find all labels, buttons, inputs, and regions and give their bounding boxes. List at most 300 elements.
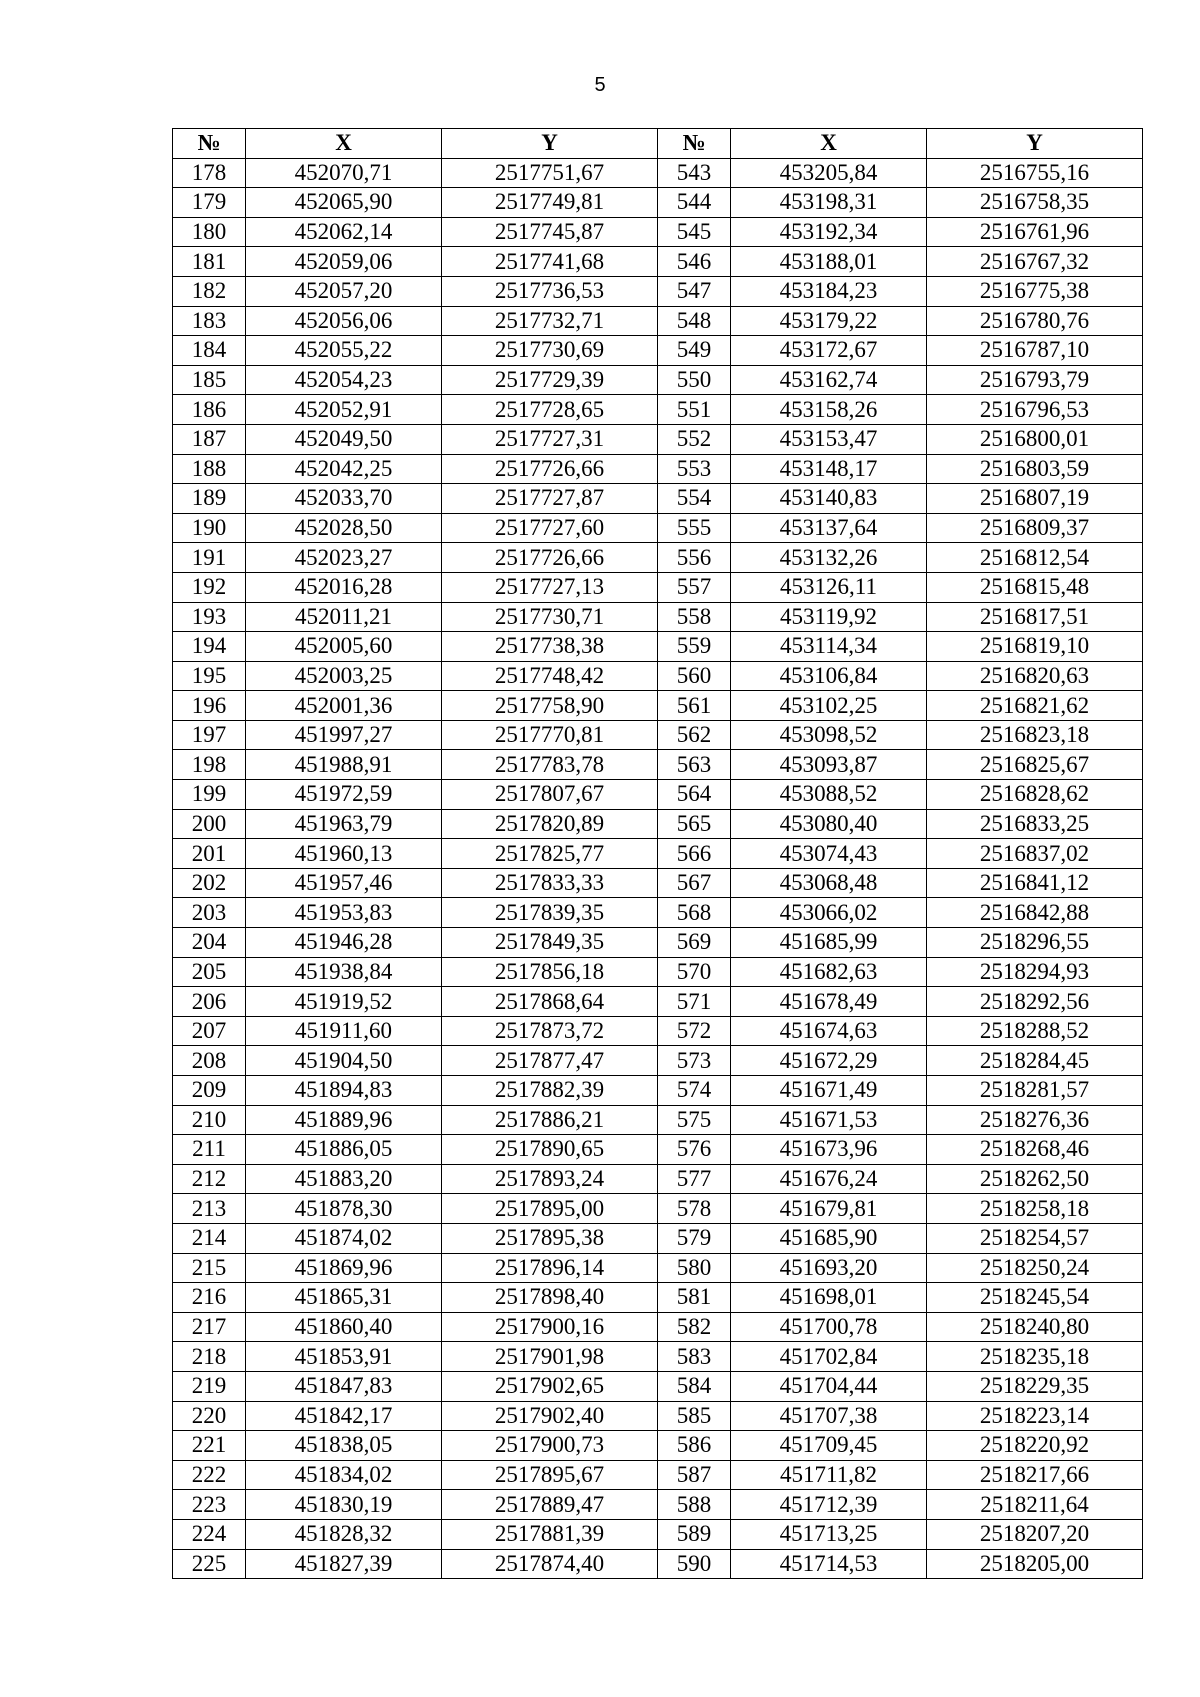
y-right-cell: 2516775,38 bbox=[927, 276, 1143, 306]
point-number-right-cell: 548 bbox=[658, 306, 731, 336]
table-row bbox=[173, 780, 1143, 810]
x-left-cell: 451830,19 bbox=[246, 1490, 442, 1520]
x-left-cell: 451957,46 bbox=[246, 868, 442, 898]
y-left-cell: 2517901,98 bbox=[442, 1342, 658, 1372]
x-right-cell: 451679,81 bbox=[731, 1194, 927, 1224]
y-left-cell: 2517898,40 bbox=[442, 1283, 658, 1313]
point-number-right-cell: 583 bbox=[658, 1342, 731, 1372]
point-number-left-cell: 185 bbox=[173, 365, 246, 395]
point-number-left-cell: 195 bbox=[173, 661, 246, 691]
y-right-cell: 2516793,79 bbox=[927, 365, 1143, 395]
y-right-cell: 2516825,67 bbox=[927, 750, 1143, 780]
table-row bbox=[173, 1431, 1143, 1461]
table-row bbox=[173, 1164, 1143, 1194]
y-right-cell: 2518276,36 bbox=[927, 1105, 1143, 1135]
x-left-cell: 451946,28 bbox=[246, 928, 442, 958]
point-number-right-cell: 569 bbox=[658, 928, 731, 958]
x-right-cell: 451672,29 bbox=[731, 1046, 927, 1076]
x-left-cell: 452011,21 bbox=[246, 602, 442, 632]
point-number-right-cell: 564 bbox=[658, 780, 731, 810]
point-number-right-cell: 573 bbox=[658, 1046, 731, 1076]
y-right-cell: 2518207,20 bbox=[927, 1519, 1143, 1549]
x-left-cell: 452062,14 bbox=[246, 217, 442, 247]
table-row bbox=[173, 454, 1143, 484]
point-number-left-cell: 194 bbox=[173, 632, 246, 662]
point-number-right-cell: 557 bbox=[658, 572, 731, 602]
point-number-right-cell: 584 bbox=[658, 1371, 731, 1401]
x-right-cell: 451709,45 bbox=[731, 1431, 927, 1461]
x-left-cell: 452049,50 bbox=[246, 424, 442, 454]
y-left-cell: 2517749,81 bbox=[442, 188, 658, 218]
x-right-cell: 451673,96 bbox=[731, 1135, 927, 1165]
y-left-cell: 2517902,40 bbox=[442, 1401, 658, 1431]
point-number-left-cell: 191 bbox=[173, 543, 246, 573]
point-number-right-cell: 577 bbox=[658, 1164, 731, 1194]
point-number-left-cell: 212 bbox=[173, 1164, 246, 1194]
y-right-cell: 2518205,00 bbox=[927, 1549, 1143, 1579]
y-left-cell: 2517895,00 bbox=[442, 1194, 658, 1224]
y-left-cell: 2517727,60 bbox=[442, 513, 658, 543]
x-left-cell: 451838,05 bbox=[246, 1431, 442, 1461]
y-right-cell: 2516803,59 bbox=[927, 454, 1143, 484]
point-number-left-cell: 187 bbox=[173, 424, 246, 454]
point-number-right-cell: 587 bbox=[658, 1460, 731, 1490]
y-left-cell: 2517729,39 bbox=[442, 365, 658, 395]
y-left-cell: 2517900,16 bbox=[442, 1312, 658, 1342]
header-y-right: Y bbox=[927, 129, 1143, 159]
point-number-left-cell: 183 bbox=[173, 306, 246, 336]
table-row bbox=[173, 1460, 1143, 1490]
x-left-cell: 452042,25 bbox=[246, 454, 442, 484]
x-right-cell: 453192,34 bbox=[731, 217, 927, 247]
y-left-cell: 2517807,67 bbox=[442, 780, 658, 810]
y-left-cell: 2517839,35 bbox=[442, 898, 658, 928]
x-right-cell: 451712,39 bbox=[731, 1490, 927, 1520]
point-number-right-cell: 549 bbox=[658, 336, 731, 366]
y-right-cell: 2516823,18 bbox=[927, 720, 1143, 750]
y-left-cell: 2517889,47 bbox=[442, 1490, 658, 1520]
x-left-cell: 451878,30 bbox=[246, 1194, 442, 1224]
x-right-cell: 451704,44 bbox=[731, 1371, 927, 1401]
table-row bbox=[173, 898, 1143, 928]
y-left-cell: 2517877,47 bbox=[442, 1046, 658, 1076]
table-row bbox=[173, 1253, 1143, 1283]
y-left-cell: 2517825,77 bbox=[442, 839, 658, 869]
table-row bbox=[173, 632, 1143, 662]
y-left-cell: 2517902,65 bbox=[442, 1371, 658, 1401]
table-row bbox=[173, 365, 1143, 395]
x-right-cell: 451700,78 bbox=[731, 1312, 927, 1342]
y-left-cell: 2517895,67 bbox=[442, 1460, 658, 1490]
y-left-cell: 2517856,18 bbox=[442, 957, 658, 987]
y-right-cell: 2518254,57 bbox=[927, 1223, 1143, 1253]
y-right-cell: 2516787,10 bbox=[927, 336, 1143, 366]
point-number-right-cell: 566 bbox=[658, 839, 731, 869]
y-left-cell: 2517783,78 bbox=[442, 750, 658, 780]
x-right-cell: 453184,23 bbox=[731, 276, 927, 306]
x-right-cell: 453158,26 bbox=[731, 395, 927, 425]
y-left-cell: 2517730,69 bbox=[442, 336, 658, 366]
table-header-row bbox=[173, 129, 1143, 159]
x-left-cell: 451874,02 bbox=[246, 1223, 442, 1253]
point-number-left-cell: 216 bbox=[173, 1283, 246, 1313]
y-left-cell: 2517874,40 bbox=[442, 1549, 658, 1579]
table-row bbox=[173, 217, 1143, 247]
y-right-cell: 2516800,01 bbox=[927, 424, 1143, 454]
y-right-cell: 2518250,24 bbox=[927, 1253, 1143, 1283]
point-number-right-cell: 576 bbox=[658, 1135, 731, 1165]
x-right-cell: 451685,90 bbox=[731, 1223, 927, 1253]
x-left-cell: 451938,84 bbox=[246, 957, 442, 987]
point-number-left-cell: 219 bbox=[173, 1371, 246, 1401]
point-number-right-cell: 550 bbox=[658, 365, 731, 395]
y-left-cell: 2517727,13 bbox=[442, 572, 658, 602]
y-left-cell: 2517770,81 bbox=[442, 720, 658, 750]
table-row bbox=[173, 572, 1143, 602]
y-right-cell: 2516842,88 bbox=[927, 898, 1143, 928]
x-left-cell: 451865,31 bbox=[246, 1283, 442, 1313]
point-number-right-cell: 580 bbox=[658, 1253, 731, 1283]
header-number-right: № bbox=[658, 129, 731, 159]
header-number-left: № bbox=[173, 129, 246, 159]
y-right-cell: 2516796,53 bbox=[927, 395, 1143, 425]
x-right-cell: 451714,53 bbox=[731, 1549, 927, 1579]
point-number-right-cell: 589 bbox=[658, 1519, 731, 1549]
x-left-cell: 452023,27 bbox=[246, 543, 442, 573]
x-left-cell: 452028,50 bbox=[246, 513, 442, 543]
x-right-cell: 453098,52 bbox=[731, 720, 927, 750]
y-right-cell: 2518235,18 bbox=[927, 1342, 1143, 1372]
x-right-cell: 451671,53 bbox=[731, 1105, 927, 1135]
point-number-left-cell: 209 bbox=[173, 1076, 246, 1106]
point-number-right-cell: 582 bbox=[658, 1312, 731, 1342]
x-right-cell: 453188,01 bbox=[731, 247, 927, 277]
x-right-cell: 453198,31 bbox=[731, 188, 927, 218]
table-row bbox=[173, 661, 1143, 691]
point-number-right-cell: 567 bbox=[658, 868, 731, 898]
x-left-cell: 451953,83 bbox=[246, 898, 442, 928]
x-right-cell: 453137,64 bbox=[731, 513, 927, 543]
x-right-cell: 453093,87 bbox=[731, 750, 927, 780]
point-number-right-cell: 545 bbox=[658, 217, 731, 247]
point-number-right-cell: 543 bbox=[658, 158, 731, 188]
y-left-cell: 2517758,90 bbox=[442, 691, 658, 721]
point-number-right-cell: 544 bbox=[658, 188, 731, 218]
table-row bbox=[173, 868, 1143, 898]
x-right-cell: 451707,38 bbox=[731, 1401, 927, 1431]
y-right-cell: 2516780,76 bbox=[927, 306, 1143, 336]
table-row bbox=[173, 158, 1143, 188]
point-number-left-cell: 220 bbox=[173, 1401, 246, 1431]
x-right-cell: 453102,25 bbox=[731, 691, 927, 721]
point-number-left-cell: 199 bbox=[173, 780, 246, 810]
x-right-cell: 453106,84 bbox=[731, 661, 927, 691]
y-right-cell: 2518292,56 bbox=[927, 987, 1143, 1017]
x-left-cell: 452033,70 bbox=[246, 484, 442, 514]
point-number-right-cell: 563 bbox=[658, 750, 731, 780]
x-left-cell: 451997,27 bbox=[246, 720, 442, 750]
x-left-cell: 451894,83 bbox=[246, 1076, 442, 1106]
y-left-cell: 2517833,33 bbox=[442, 868, 658, 898]
table-row bbox=[173, 1194, 1143, 1224]
point-number-left-cell: 222 bbox=[173, 1460, 246, 1490]
table-row bbox=[173, 1342, 1143, 1372]
x-right-cell: 453172,67 bbox=[731, 336, 927, 366]
x-left-cell: 451860,40 bbox=[246, 1312, 442, 1342]
point-number-left-cell: 225 bbox=[173, 1549, 246, 1579]
table-row bbox=[173, 809, 1143, 839]
point-number-left-cell: 190 bbox=[173, 513, 246, 543]
y-right-cell: 2518211,64 bbox=[927, 1490, 1143, 1520]
y-left-cell: 2517727,31 bbox=[442, 424, 658, 454]
table-row bbox=[173, 1490, 1143, 1520]
y-right-cell: 2516761,96 bbox=[927, 217, 1143, 247]
y-right-cell: 2518240,80 bbox=[927, 1312, 1143, 1342]
y-right-cell: 2516828,62 bbox=[927, 780, 1143, 810]
x-left-cell: 451960,13 bbox=[246, 839, 442, 869]
table-row bbox=[173, 839, 1143, 869]
point-number-right-cell: 551 bbox=[658, 395, 731, 425]
x-right-cell: 453119,92 bbox=[731, 602, 927, 632]
y-right-cell: 2518262,50 bbox=[927, 1164, 1143, 1194]
point-number-right-cell: 554 bbox=[658, 484, 731, 514]
point-number-left-cell: 180 bbox=[173, 217, 246, 247]
x-left-cell: 451972,59 bbox=[246, 780, 442, 810]
point-number-right-cell: 570 bbox=[658, 957, 731, 987]
y-left-cell: 2517751,67 bbox=[442, 158, 658, 188]
x-right-cell: 453162,74 bbox=[731, 365, 927, 395]
y-right-cell: 2518296,55 bbox=[927, 928, 1143, 958]
y-right-cell: 2518268,46 bbox=[927, 1135, 1143, 1165]
y-right-cell: 2518229,35 bbox=[927, 1371, 1143, 1401]
point-number-right-cell: 590 bbox=[658, 1549, 731, 1579]
point-number-right-cell: 553 bbox=[658, 454, 731, 484]
table-row bbox=[173, 987, 1143, 1017]
point-number-left-cell: 192 bbox=[173, 572, 246, 602]
y-left-cell: 2517728,65 bbox=[442, 395, 658, 425]
table-row bbox=[173, 1046, 1143, 1076]
point-number-right-cell: 568 bbox=[658, 898, 731, 928]
x-left-cell: 451847,83 bbox=[246, 1371, 442, 1401]
point-number-left-cell: 189 bbox=[173, 484, 246, 514]
y-left-cell: 2517896,14 bbox=[442, 1253, 658, 1283]
table-row bbox=[173, 1312, 1143, 1342]
y-right-cell: 2518288,52 bbox=[927, 1016, 1143, 1046]
x-left-cell: 452059,06 bbox=[246, 247, 442, 277]
x-right-cell: 451702,84 bbox=[731, 1342, 927, 1372]
x-right-cell: 453114,34 bbox=[731, 632, 927, 662]
point-number-left-cell: 206 bbox=[173, 987, 246, 1017]
x-right-cell: 451698,01 bbox=[731, 1283, 927, 1313]
header-x-left: X bbox=[246, 129, 442, 159]
point-number-right-cell: 561 bbox=[658, 691, 731, 721]
table-row bbox=[173, 543, 1143, 573]
x-left-cell: 452057,20 bbox=[246, 276, 442, 306]
x-right-cell: 453205,84 bbox=[731, 158, 927, 188]
y-right-cell: 2518245,54 bbox=[927, 1283, 1143, 1313]
x-left-cell: 451853,91 bbox=[246, 1342, 442, 1372]
y-right-cell: 2516841,12 bbox=[927, 868, 1143, 898]
point-number-right-cell: 547 bbox=[658, 276, 731, 306]
point-number-right-cell: 565 bbox=[658, 809, 731, 839]
x-right-cell: 453126,11 bbox=[731, 572, 927, 602]
point-number-left-cell: 179 bbox=[173, 188, 246, 218]
x-right-cell: 451678,49 bbox=[731, 987, 927, 1017]
y-left-cell: 2517726,66 bbox=[442, 543, 658, 573]
x-right-cell: 451713,25 bbox=[731, 1519, 927, 1549]
x-left-cell: 451827,39 bbox=[246, 1549, 442, 1579]
y-left-cell: 2517730,71 bbox=[442, 602, 658, 632]
point-number-left-cell: 214 bbox=[173, 1223, 246, 1253]
x-right-cell: 451682,63 bbox=[731, 957, 927, 987]
y-right-cell: 2516815,48 bbox=[927, 572, 1143, 602]
table-row bbox=[173, 424, 1143, 454]
point-number-left-cell: 210 bbox=[173, 1105, 246, 1135]
table-row bbox=[173, 1076, 1143, 1106]
table-row bbox=[173, 691, 1143, 721]
x-left-cell: 452005,60 bbox=[246, 632, 442, 662]
point-number-right-cell: 579 bbox=[658, 1223, 731, 1253]
y-right-cell: 2518281,57 bbox=[927, 1076, 1143, 1106]
point-number-right-cell: 578 bbox=[658, 1194, 731, 1224]
y-right-cell: 2516758,35 bbox=[927, 188, 1143, 218]
table-row bbox=[173, 928, 1143, 958]
y-left-cell: 2517895,38 bbox=[442, 1223, 658, 1253]
x-left-cell: 451886,05 bbox=[246, 1135, 442, 1165]
point-number-left-cell: 218 bbox=[173, 1342, 246, 1372]
point-number-right-cell: 571 bbox=[658, 987, 731, 1017]
table-row bbox=[173, 395, 1143, 425]
table-row bbox=[173, 1105, 1143, 1135]
point-number-right-cell: 585 bbox=[658, 1401, 731, 1431]
x-right-cell: 453179,22 bbox=[731, 306, 927, 336]
table-row bbox=[173, 306, 1143, 336]
x-right-cell: 453148,17 bbox=[731, 454, 927, 484]
point-number-left-cell: 217 bbox=[173, 1312, 246, 1342]
y-left-cell: 2517820,89 bbox=[442, 809, 658, 839]
y-left-cell: 2517881,39 bbox=[442, 1519, 658, 1549]
y-left-cell: 2517736,53 bbox=[442, 276, 658, 306]
x-right-cell: 451711,82 bbox=[731, 1460, 927, 1490]
point-number-right-cell: 560 bbox=[658, 661, 731, 691]
table-row bbox=[173, 602, 1143, 632]
x-right-cell: 451674,63 bbox=[731, 1016, 927, 1046]
x-left-cell: 452056,06 bbox=[246, 306, 442, 336]
x-left-cell: 451904,50 bbox=[246, 1046, 442, 1076]
point-number-left-cell: 197 bbox=[173, 720, 246, 750]
x-left-cell: 451842,17 bbox=[246, 1401, 442, 1431]
point-number-left-cell: 221 bbox=[173, 1431, 246, 1461]
point-number-left-cell: 223 bbox=[173, 1490, 246, 1520]
y-right-cell: 2516837,02 bbox=[927, 839, 1143, 869]
x-left-cell: 451919,52 bbox=[246, 987, 442, 1017]
x-right-cell: 451693,20 bbox=[731, 1253, 927, 1283]
y-right-cell: 2518258,18 bbox=[927, 1194, 1143, 1224]
point-number-right-cell: 588 bbox=[658, 1490, 731, 1520]
point-number-right-cell: 586 bbox=[658, 1431, 731, 1461]
point-number-left-cell: 205 bbox=[173, 957, 246, 987]
point-number-left-cell: 188 bbox=[173, 454, 246, 484]
y-right-cell: 2516807,19 bbox=[927, 484, 1143, 514]
y-left-cell: 2517849,35 bbox=[442, 928, 658, 958]
point-number-left-cell: 193 bbox=[173, 602, 246, 632]
y-left-cell: 2517741,68 bbox=[442, 247, 658, 277]
y-right-cell: 2516833,25 bbox=[927, 809, 1143, 839]
y-right-cell: 2516820,63 bbox=[927, 661, 1143, 691]
y-left-cell: 2517900,73 bbox=[442, 1431, 658, 1461]
y-right-cell: 2516819,10 bbox=[927, 632, 1143, 662]
page-number: 5 bbox=[594, 74, 606, 96]
x-left-cell: 452055,22 bbox=[246, 336, 442, 366]
x-left-cell: 452065,90 bbox=[246, 188, 442, 218]
x-right-cell: 451685,99 bbox=[731, 928, 927, 958]
point-number-left-cell: 196 bbox=[173, 691, 246, 721]
y-left-cell: 2517726,66 bbox=[442, 454, 658, 484]
y-right-cell: 2516821,62 bbox=[927, 691, 1143, 721]
x-left-cell: 451889,96 bbox=[246, 1105, 442, 1135]
y-left-cell: 2517732,71 bbox=[442, 306, 658, 336]
y-right-cell: 2516817,51 bbox=[927, 602, 1143, 632]
y-left-cell: 2517882,39 bbox=[442, 1076, 658, 1106]
x-right-cell: 453132,26 bbox=[731, 543, 927, 573]
x-left-cell: 452003,25 bbox=[246, 661, 442, 691]
point-number-left-cell: 182 bbox=[173, 276, 246, 306]
x-left-cell: 451988,91 bbox=[246, 750, 442, 780]
point-number-right-cell: 559 bbox=[658, 632, 731, 662]
x-left-cell: 451883,20 bbox=[246, 1164, 442, 1194]
point-number-left-cell: 202 bbox=[173, 868, 246, 898]
point-number-left-cell: 201 bbox=[173, 839, 246, 869]
x-left-cell: 452016,28 bbox=[246, 572, 442, 602]
y-right-cell: 2518294,93 bbox=[927, 957, 1143, 987]
y-right-cell: 2518220,92 bbox=[927, 1431, 1143, 1461]
x-right-cell: 453088,52 bbox=[731, 780, 927, 810]
y-left-cell: 2517745,87 bbox=[442, 217, 658, 247]
point-number-left-cell: 184 bbox=[173, 336, 246, 366]
table-body bbox=[173, 158, 1143, 1579]
table-row bbox=[173, 1016, 1143, 1046]
x-left-cell: 451963,79 bbox=[246, 809, 442, 839]
table-row bbox=[173, 1283, 1143, 1313]
point-number-left-cell: 208 bbox=[173, 1046, 246, 1076]
table-row bbox=[173, 484, 1143, 514]
table-row bbox=[173, 188, 1143, 218]
x-right-cell: 451671,49 bbox=[731, 1076, 927, 1106]
x-left-cell: 451834,02 bbox=[246, 1460, 442, 1490]
point-number-left-cell: 200 bbox=[173, 809, 246, 839]
table-row bbox=[173, 1549, 1143, 1579]
x-right-cell: 453140,83 bbox=[731, 484, 927, 514]
y-left-cell: 2517738,38 bbox=[442, 632, 658, 662]
point-number-right-cell: 555 bbox=[658, 513, 731, 543]
point-number-right-cell: 562 bbox=[658, 720, 731, 750]
x-left-cell: 451869,96 bbox=[246, 1253, 442, 1283]
x-right-cell: 453153,47 bbox=[731, 424, 927, 454]
point-number-left-cell: 215 bbox=[173, 1253, 246, 1283]
x-left-cell: 452001,36 bbox=[246, 691, 442, 721]
table-row bbox=[173, 1401, 1143, 1431]
point-number-left-cell: 178 bbox=[173, 158, 246, 188]
x-left-cell: 452054,23 bbox=[246, 365, 442, 395]
y-right-cell: 2518217,66 bbox=[927, 1460, 1143, 1490]
x-right-cell: 453080,40 bbox=[731, 809, 927, 839]
x-left-cell: 451828,32 bbox=[246, 1519, 442, 1549]
point-number-left-cell: 181 bbox=[173, 247, 246, 277]
y-right-cell: 2516755,16 bbox=[927, 158, 1143, 188]
y-left-cell: 2517748,42 bbox=[442, 661, 658, 691]
y-left-cell: 2517727,87 bbox=[442, 484, 658, 514]
coordinates-table bbox=[172, 128, 1143, 1579]
